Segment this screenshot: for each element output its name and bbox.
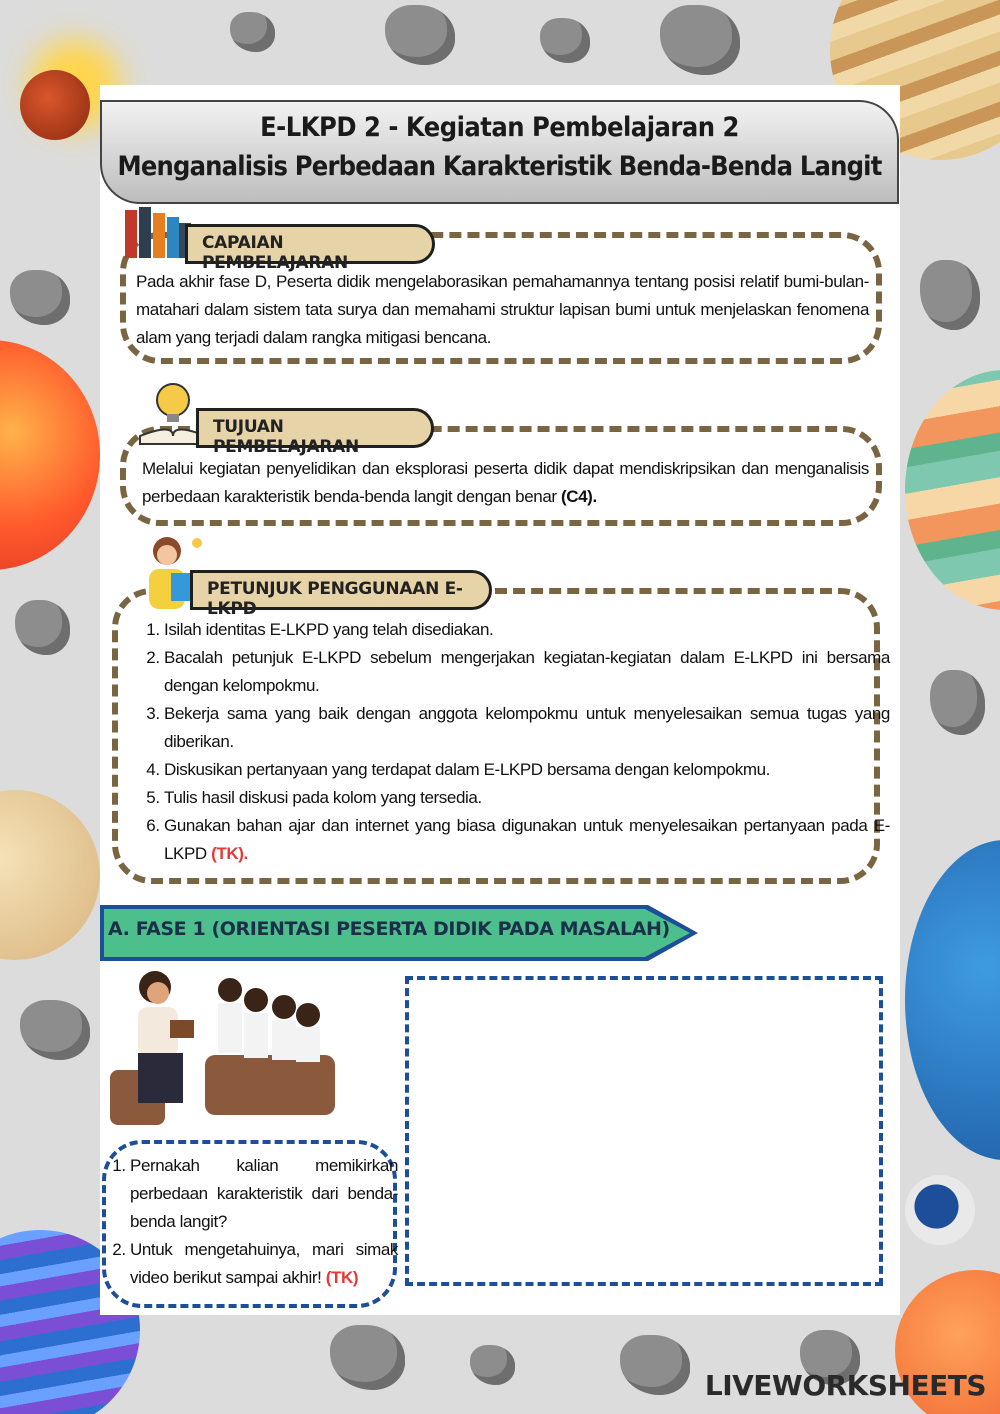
asteroid-icon	[385, 5, 455, 65]
list-item	[164, 812, 890, 868]
capaian-text: Pada akhir fase D, Peserta didik mengelaborasikan pemahamannya tentang posisi relatif bumi-bulan-matahari dalam sistem tata surya dan memahami struktur lapisan bumi untuk menjelaskan fenomena alam yang terjadi dalam rangka mitigasi bencana.	[136, 272, 869, 347]
petunjuk-steps	[140, 616, 890, 868]
asteroid-icon	[660, 5, 740, 75]
asteroid-icon	[470, 1345, 515, 1385]
planet-earth-icon	[905, 840, 1000, 1160]
tujuan-text	[142, 455, 869, 511]
asteroid-icon	[920, 260, 980, 330]
tujuan-tag: (C4).	[560, 487, 597, 506]
asteroid-icon	[330, 1325, 405, 1390]
phase-label: A. FASE 1 (ORIENTASI PESERTA DIDIK PADA MASALAH)	[108, 918, 670, 940]
planet-striped-icon	[905, 370, 1000, 610]
brand-logo[interactable]: LIVEWORKSHEETS	[704, 1369, 986, 1402]
step-6-tag: (TK).	[211, 844, 248, 863]
comet-icon	[20, 70, 90, 140]
tujuan-body: Melalui kegiatan penyelidikan dan eksplorasi peserta didik dapat mendiskripsikan dan menganalisis perbedaan karakteristik benda-benda langit dengan benar	[142, 459, 869, 506]
asteroid-icon	[20, 1000, 90, 1060]
step-6-text: Gunakan bahan ajar dan internet yang biasa digunakan untuk menyelesaikan pertanyaan pada E-LKPD	[164, 816, 890, 863]
list-item	[130, 1236, 398, 1292]
list-item: 2. Bacalah petunjuk E-LKPD sebelum mengerjakan kegiatan-kegiatan dalam E-LKPD ini bersama dengan kelompokmu.	[164, 644, 890, 700]
list-item: 1. Isilah identitas E-LKPD yang telah disediakan.	[164, 616, 890, 644]
astronaut-icon	[905, 1175, 975, 1245]
list-item: 5. Tulis hasil diskusi pada kolom yang tersedia.	[164, 784, 890, 812]
list-item: 3. Bekerja sama yang baik dengan anggota kelompokmu untuk menyelesaikan semua tugas yang diberikan.	[164, 700, 890, 756]
page-subtitle: Menganalisis Perbedaan Karakteristik Benda-Benda Langit	[117, 151, 882, 182]
question-2-text: Untuk mengetahuinya, mari simak video berikut sampai akhir!	[130, 1240, 398, 1287]
question-2-tag: (TK)	[325, 1268, 359, 1287]
list-item: 1. Pernakah kalian memikirkan perbedaan karakteristik dari benda-benda langit?	[130, 1152, 398, 1236]
asteroid-icon	[15, 600, 70, 655]
asteroid-icon	[540, 18, 590, 63]
page-title: E-LKPD 2 - Kegiatan Pembelajaran 2	[260, 112, 739, 143]
title-banner	[100, 100, 899, 204]
asteroid-icon	[930, 670, 985, 735]
petunjuk-label: PETUNJUK PENGGUNAAN E-LKPD	[190, 570, 492, 610]
books-icon	[123, 205, 193, 260]
capaian-label: CAPAIAN PEMBELAJARAN	[185, 224, 435, 264]
video-placeholder[interactable]	[405, 976, 883, 1286]
asteroid-icon	[620, 1335, 690, 1395]
list-item: 4. Diskusikan pertanyaan yang terdapat dalam E-LKPD bersama dengan kelompokmu.	[164, 756, 890, 784]
planet-red-icon	[0, 340, 100, 570]
tujuan-label: TUJUAN PEMBELAJARAN	[196, 408, 434, 448]
fase1-questions	[110, 1152, 398, 1292]
planet-saturn-icon	[0, 790, 100, 960]
asteroid-icon	[10, 270, 70, 325]
asteroid-icon	[230, 12, 275, 52]
teacher-storytelling-students-icon	[110, 965, 340, 1130]
